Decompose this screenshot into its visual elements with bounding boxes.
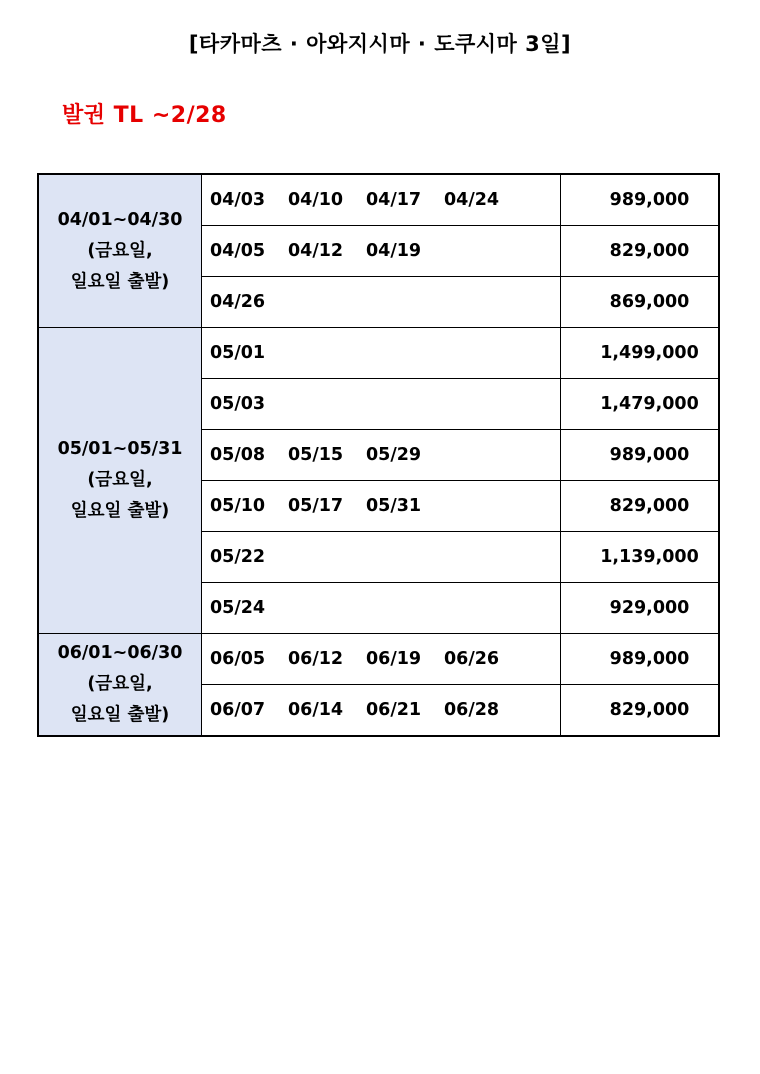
- departure-date: 05/17: [288, 496, 344, 516]
- table-row: [38, 174, 719, 226]
- period-departure: 일요일 출발): [70, 705, 170, 725]
- table-row: [38, 328, 719, 379]
- departure-date: 04/24: [444, 190, 500, 210]
- departure-date: 04/19: [366, 241, 422, 261]
- price-cell: 989,000: [561, 174, 720, 226]
- departure-date: 06/12: [288, 649, 344, 669]
- departure-date: 05/08: [210, 445, 266, 465]
- price-cell: 929,000: [561, 583, 720, 634]
- departure-dates-cell: [202, 277, 561, 328]
- price-cell: 989,000: [561, 634, 720, 685]
- price-cell: 1,479,000: [561, 379, 720, 430]
- period-cell: [38, 328, 202, 634]
- departure-date: 06/05: [210, 649, 266, 669]
- price-cell: 869,000: [561, 277, 720, 328]
- price-cell: 1,499,000: [561, 328, 720, 379]
- departure-dates-cell: [202, 174, 561, 226]
- departure-date: 06/07: [210, 700, 266, 720]
- table-row: [38, 634, 719, 685]
- departure-dates-cell: [202, 685, 561, 737]
- departure-date: 05/22: [210, 547, 266, 567]
- price-cell: 829,000: [561, 481, 720, 532]
- ticket-deadline: 발권 TL ~2/28: [62, 103, 227, 128]
- departure-date: 05/24: [210, 598, 266, 618]
- period-cell: [38, 634, 202, 737]
- price-cell: 1,139,000: [561, 532, 720, 583]
- departure-date: 05/15: [288, 445, 344, 465]
- period-departure: 일요일 출발): [70, 271, 170, 292]
- period-days: (금요일,: [87, 674, 153, 694]
- price-table-body: [38, 174, 719, 736]
- departure-date: 05/10: [210, 496, 266, 516]
- departure-date: 04/17: [366, 190, 422, 210]
- departure-dates-cell: [202, 583, 561, 634]
- period-range: 04/01~04/30: [57, 209, 183, 230]
- period-cell: [38, 174, 202, 328]
- price-cell: 829,000: [561, 685, 720, 737]
- departure-dates-cell: [202, 532, 561, 583]
- departure-date: 06/26: [444, 649, 500, 669]
- page-title: [타카마츠 · 아와지시마 · 도쿠시마 3일]: [188, 32, 572, 56]
- departure-date: 04/10: [288, 190, 344, 210]
- departure-date: 04/12: [288, 241, 344, 261]
- departure-date: 06/14: [288, 700, 344, 720]
- price-cell: 829,000: [561, 226, 720, 277]
- departure-dates-cell: [202, 430, 561, 481]
- period-departure: 일요일 출발): [70, 501, 170, 521]
- departure-date: 05/29: [366, 445, 422, 465]
- period-range: 05/01~05/31: [57, 439, 183, 459]
- departure-date: 06/28: [444, 700, 500, 720]
- departure-date: 04/03: [210, 190, 266, 210]
- departure-dates-cell: [202, 379, 561, 430]
- departure-date: 05/31: [366, 496, 422, 516]
- departure-date: 06/21: [366, 700, 422, 720]
- departure-date: 06/19: [366, 649, 422, 669]
- departure-date: 05/01: [210, 343, 266, 363]
- price-table: [37, 173, 720, 737]
- period-days: (금요일,: [87, 240, 153, 261]
- departure-dates-cell: [202, 226, 561, 277]
- departure-date: 04/05: [210, 241, 266, 261]
- period-range: 06/01~06/30: [57, 643, 183, 663]
- price-cell: 989,000: [561, 430, 720, 481]
- departure-dates-cell: [202, 634, 561, 685]
- period-days: (금요일,: [87, 470, 153, 490]
- departure-date: 05/03: [210, 394, 266, 414]
- departure-dates-cell: [202, 328, 561, 379]
- departure-dates-cell: [202, 481, 561, 532]
- departure-date: 04/26: [210, 292, 266, 312]
